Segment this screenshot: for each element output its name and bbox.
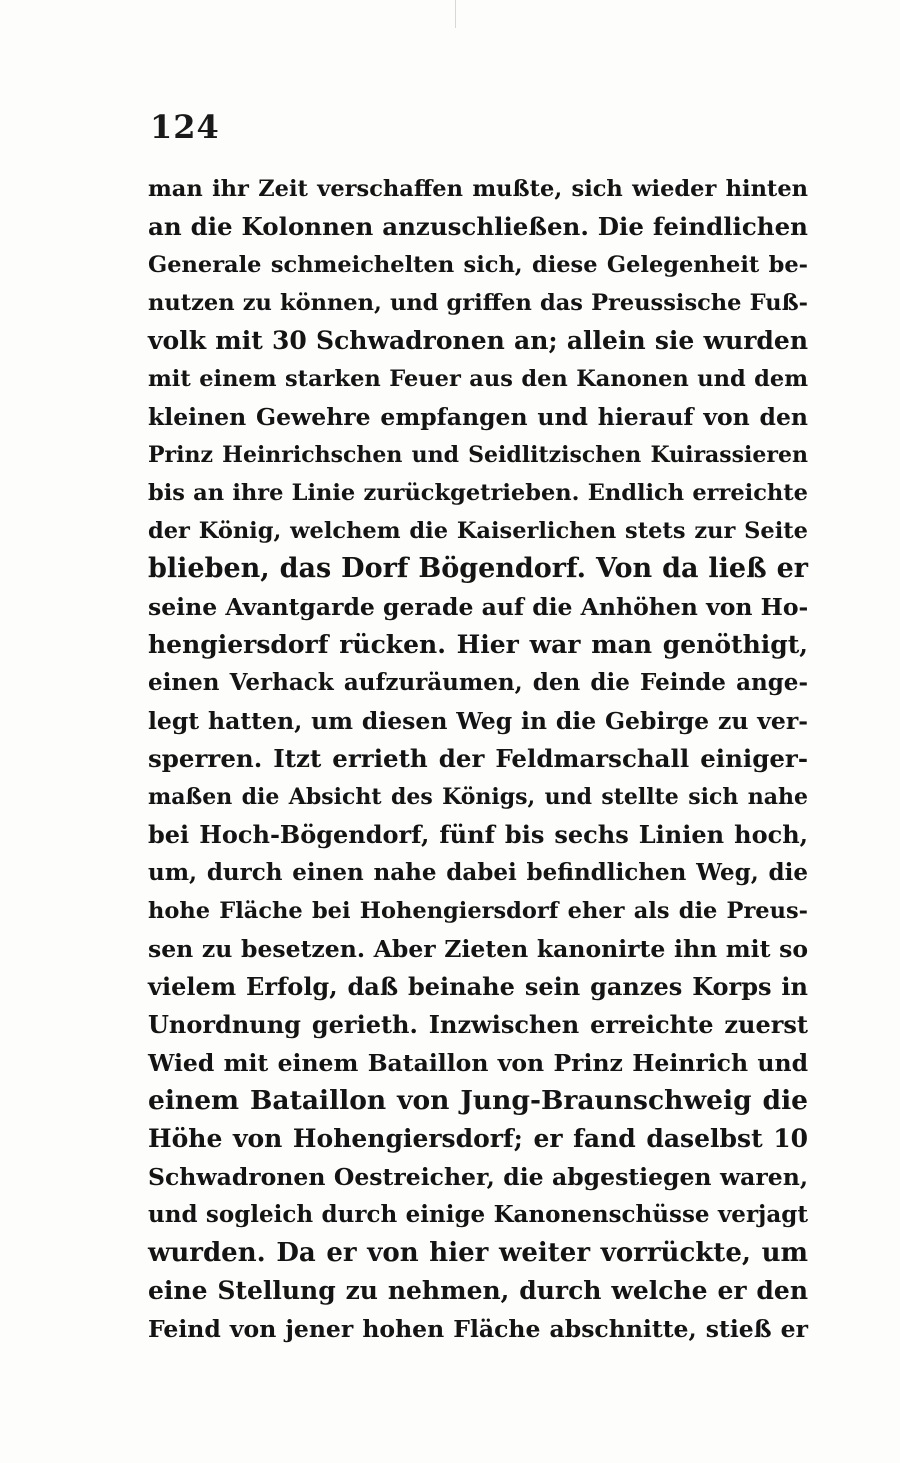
body-text <box>148 170 808 1348</box>
text-line: legt hatten, um diesen Weg in die Gebirge zu ver- <box>148 707 808 735</box>
text-line: an die Kolonnen anzuschließen. Die feindlichen <box>148 212 808 241</box>
text-line: hengiersdorf rücken. Hier war man genöthigt, <box>148 630 808 659</box>
text-line: der König, welchem die Kaiserlichen stets zur Seite <box>148 518 808 544</box>
text-line: Generale schmeichelten sich, diese Gelegenheit be- <box>148 252 808 278</box>
text-line: volk mit 30 Schwadronen an; allein sie wurden <box>148 326 808 355</box>
page-number: 124 <box>150 108 220 146</box>
text-line: hohe Fläche bei Hohengiersdorf eher als die Preus- <box>148 898 808 924</box>
text-line: Schwadronen Oestreicher, die abgestiegen waren, <box>148 1163 808 1191</box>
text-line: bei Hoch-Bögendorf, fünf bis sechs Linien hoch, <box>148 820 808 849</box>
text-line: Wied mit einem Bataillon von Prinz Heinrich und <box>148 1049 808 1077</box>
text-line: Höhe von Hohengiersdorf; er fand daselbst 10 <box>148 1124 808 1153</box>
text-line: man ihr Zeit verschaffen mußte, sich wieder hinten <box>148 176 808 202</box>
text-line: bis an ihre Linie zurückgetrieben. Endlich erreichte <box>148 480 808 506</box>
text-line: kleinen Gewehre empfangen und hierauf von den <box>148 403 808 431</box>
text-line: nutzen zu können, und griffen das Preussische Fuß- <box>148 290 808 316</box>
text-line: und sogleich durch einige Kanonenschüsse verjagt <box>148 1201 808 1228</box>
text-line: mit einem starken Feuer aus den Kanonen und dem <box>148 366 808 392</box>
text-line: wurden. Da er von hier weiter vorrückte, um <box>148 1238 808 1268</box>
text-line: vielem Erfolg, daß beinahe sein ganzes Korps in <box>148 972 808 1001</box>
text-line: maßen die Absicht des Königs, und stellte sich nahe <box>148 784 808 810</box>
text-line: blieben, das Dorf Bögendorf. Von da ließ er <box>148 553 808 584</box>
gutter-mark <box>455 0 456 28</box>
text-line: sperren. Itzt errieth der Feldmarschall einiger- <box>148 744 808 773</box>
text-line: seine Avantgarde gerade auf die Anhöhen von Ho- <box>148 593 809 621</box>
text-line: Prinz Heinrichschen und Seidlitzischen Kuirassieren <box>148 442 808 468</box>
text-line: um, durch einen nahe dabei befindlichen Weg, die <box>148 859 808 886</box>
text-line: sen zu besetzen. Aber Zieten kanonirte ihn mit so <box>148 935 808 963</box>
text-line: einem Bataillon von Jung-Braunschweig die <box>148 1085 808 1116</box>
text-line: Feind von jener hohen Fläche abschnitte, stieß er <box>148 1315 808 1343</box>
text-line: eine Stellung zu nehmen, durch welche er den <box>148 1276 808 1305</box>
text-line: einen Verhack aufzuräumen, den die Feinde ange- <box>148 669 808 696</box>
text-line: Unordnung gerieth. Inzwischen erreichte zuerst <box>148 1010 808 1039</box>
